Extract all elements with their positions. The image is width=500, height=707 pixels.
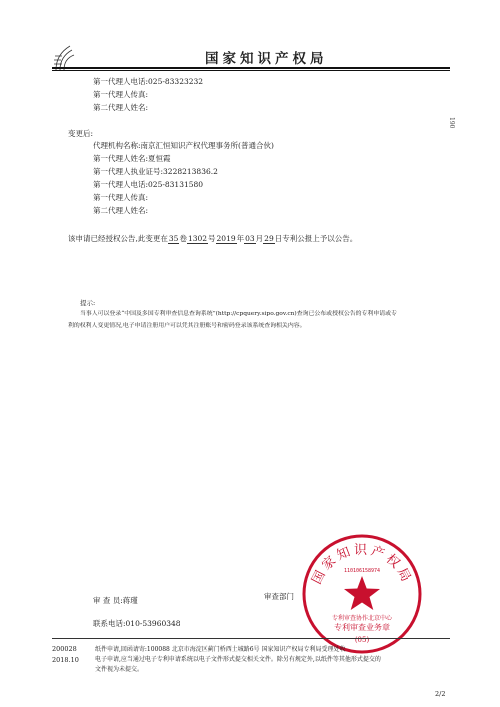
form-date: 2018.10 bbox=[52, 656, 79, 664]
agency-name: 代理机构名称:南京汇恒知识产权代理事务所(普通合伙) bbox=[93, 141, 274, 150]
pub-year: 2019 bbox=[216, 234, 236, 243]
notice-line-2: 利的权利人变更情况,电子申请注册用户可以凭其注册账号和密码登录该系统查询相关内容。 bbox=[68, 323, 306, 329]
page-number: 2/2 bbox=[435, 690, 446, 698]
agent1-phone: 第一代理人电话:025-83131580 bbox=[93, 180, 204, 189]
pub-month: 03 bbox=[245, 234, 255, 243]
page-title: 国家知识产权局 bbox=[205, 51, 328, 67]
footer-line-1: 纸件申请,回函请寄:100088 北京市海淀区蓟门桥西土城路6号 国家知识产权局专利局受理处收 bbox=[95, 646, 346, 653]
agent1-fax-old: 第一代理人传真: bbox=[93, 90, 149, 99]
side-mark: 190 bbox=[448, 117, 455, 129]
agent1-fax: 第一代理人传真: bbox=[93, 193, 149, 202]
stamp-code: (05) bbox=[354, 636, 370, 644]
stamp-center-2: 专利审查业务章 bbox=[334, 623, 390, 632]
agent1-license: 第一代理人执业证号:3228213836.2 bbox=[93, 167, 218, 176]
notice-label: 提示: bbox=[80, 299, 96, 307]
footer-line-3: 文件视为未提交。 bbox=[95, 666, 144, 673]
issue-number: 1302 bbox=[187, 234, 208, 243]
contact-phone: 联系电话:010-53960348 bbox=[93, 619, 181, 628]
notice-line-1: 当事人可以登录“中国及多国专利审查信息查询系统”(http://cpquery.sipo.gov.cn)查询已公布或授权公告的专利申请或专 bbox=[80, 311, 397, 317]
stamp-center-1: 专利审查协作北京中心 bbox=[331, 615, 393, 622]
examining-dept: 审查部门 bbox=[264, 592, 294, 601]
after-change-label: 变更后: bbox=[68, 129, 94, 138]
header-rule-bottom bbox=[52, 70, 450, 71]
stamp-number: 110106158974 bbox=[343, 568, 381, 574]
agent2-name: 第二代理人姓名: bbox=[93, 206, 149, 215]
agent2-name-old: 第二代理人姓名: bbox=[93, 103, 149, 112]
volume-number: 35 bbox=[168, 234, 179, 243]
header-rule-top bbox=[52, 67, 450, 69]
stamp-outer-text: 国家知识产权局 bbox=[309, 543, 415, 587]
announcement-line: 该申请已经授权公告,此变更在35卷1302号2019年03月29日专利公报上予以公告。 bbox=[68, 234, 358, 243]
agent1-phone-old: 第一代理人电话:025-83323232 bbox=[93, 77, 204, 86]
form-code: 200028 bbox=[52, 645, 77, 653]
footer-rule bbox=[52, 638, 450, 639]
pub-day: 29 bbox=[264, 234, 274, 243]
examiner: 审 查 员:蒋瑾 bbox=[93, 596, 138, 605]
footer-line-2: 电子申请,应当通过电子专利申请系统以电子文件形式提交相关文件。除另有规定外,以纸件等其他形式提交的 bbox=[95, 656, 381, 663]
agent1-name: 第一代理人姓名:夏恒霞 bbox=[93, 154, 171, 163]
